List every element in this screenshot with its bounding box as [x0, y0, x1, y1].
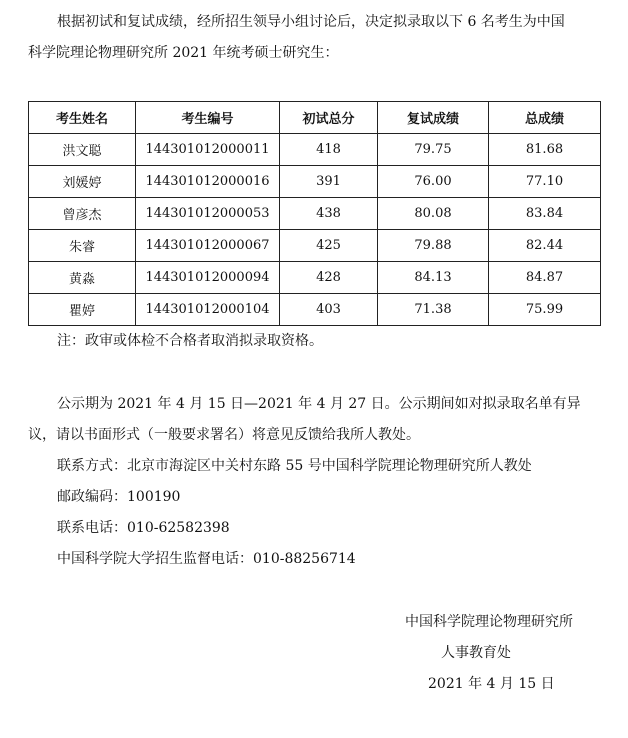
- cell-prelim-score: 438: [280, 198, 378, 230]
- cell-name: 黄淼: [29, 262, 136, 294]
- header-retest-score: 复试成绩: [378, 102, 489, 134]
- cell-name: 洪文聪: [29, 134, 136, 166]
- publicity-line-2: 议，请以书面形式（一般要求署名）将意见反馈给我所人教处。: [28, 427, 420, 443]
- table-row: [29, 134, 601, 166]
- cell-id: 144301012000067: [136, 230, 280, 262]
- header-id: 考生编号: [136, 102, 280, 134]
- cell-id: 144301012000094: [136, 262, 280, 294]
- cell-total-score: 83.84: [489, 198, 601, 230]
- cell-id: 144301012000011: [136, 134, 280, 166]
- publicity-line-1: 公示期为 2021 年 4 月 15 日—2021 年 4 月 27 日。公示期间如对拟录取名单有异: [57, 396, 581, 412]
- cell-retest-score: 84.13: [378, 262, 489, 294]
- table-row: [29, 198, 601, 230]
- cell-total-score: 77.10: [489, 166, 601, 198]
- intro-line-1: 根据初试和复试成绩，经所招生领导小组讨论后，决定拟录取以下 6 名考生为中国: [57, 14, 565, 30]
- contact-address: 联系方式：北京市海淀区中关村东路 55 号中国科学院理论物理研究所人教处: [57, 458, 532, 474]
- supervision-phone: 中国科学院大学招生监督电话：010-88256714: [57, 551, 356, 567]
- signature-date: 2021 年 4 月 15 日: [428, 676, 555, 692]
- cell-total-score: 84.87: [489, 262, 601, 294]
- disqualification-note: 注：政审或体检不合格者取消拟录取资格。: [57, 333, 323, 349]
- cell-retest-score: 76.00: [378, 166, 489, 198]
- cell-prelim-score: 403: [280, 294, 378, 326]
- cell-id: 144301012000104: [136, 294, 280, 326]
- table-header-row: [29, 102, 601, 134]
- cell-prelim-score: 418: [280, 134, 378, 166]
- cell-total-score: 81.68: [489, 134, 601, 166]
- cell-prelim-score: 425: [280, 230, 378, 262]
- contact-phone: 联系电话：010-62582398: [57, 520, 230, 536]
- signature-department: 人事教育处: [441, 645, 511, 661]
- postal-code: 邮政编码：100190: [57, 489, 181, 505]
- table-row: [29, 262, 601, 294]
- cell-total-score: 82.44: [489, 230, 601, 262]
- cell-prelim-score: 428: [280, 262, 378, 294]
- cell-name: 刘媛婷: [29, 166, 136, 198]
- cell-prelim-score: 391: [280, 166, 378, 198]
- signature-organization: 中国科学院理论物理研究所: [405, 614, 573, 630]
- header-name: 考生姓名: [29, 102, 136, 134]
- cell-retest-score: 79.88: [378, 230, 489, 262]
- cell-name: 朱睿: [29, 230, 136, 262]
- table-row: [29, 230, 601, 262]
- cell-retest-score: 80.08: [378, 198, 489, 230]
- table-row: [29, 166, 601, 198]
- cell-retest-score: 79.75: [378, 134, 489, 166]
- header-prelim-score: 初试总分: [280, 102, 378, 134]
- table-row: [29, 294, 601, 326]
- admission-table: [28, 101, 601, 326]
- cell-name: 曾彦杰: [29, 198, 136, 230]
- cell-total-score: 75.99: [489, 294, 601, 326]
- header-total-score: 总成绩: [489, 102, 601, 134]
- cell-id: 144301012000053: [136, 198, 280, 230]
- intro-line-2: 科学院理论物理研究所 2021 年统考硕士研究生：: [28, 45, 339, 61]
- cell-retest-score: 71.38: [378, 294, 489, 326]
- cell-name: 瞿婷: [29, 294, 136, 326]
- cell-id: 144301012000016: [136, 166, 280, 198]
